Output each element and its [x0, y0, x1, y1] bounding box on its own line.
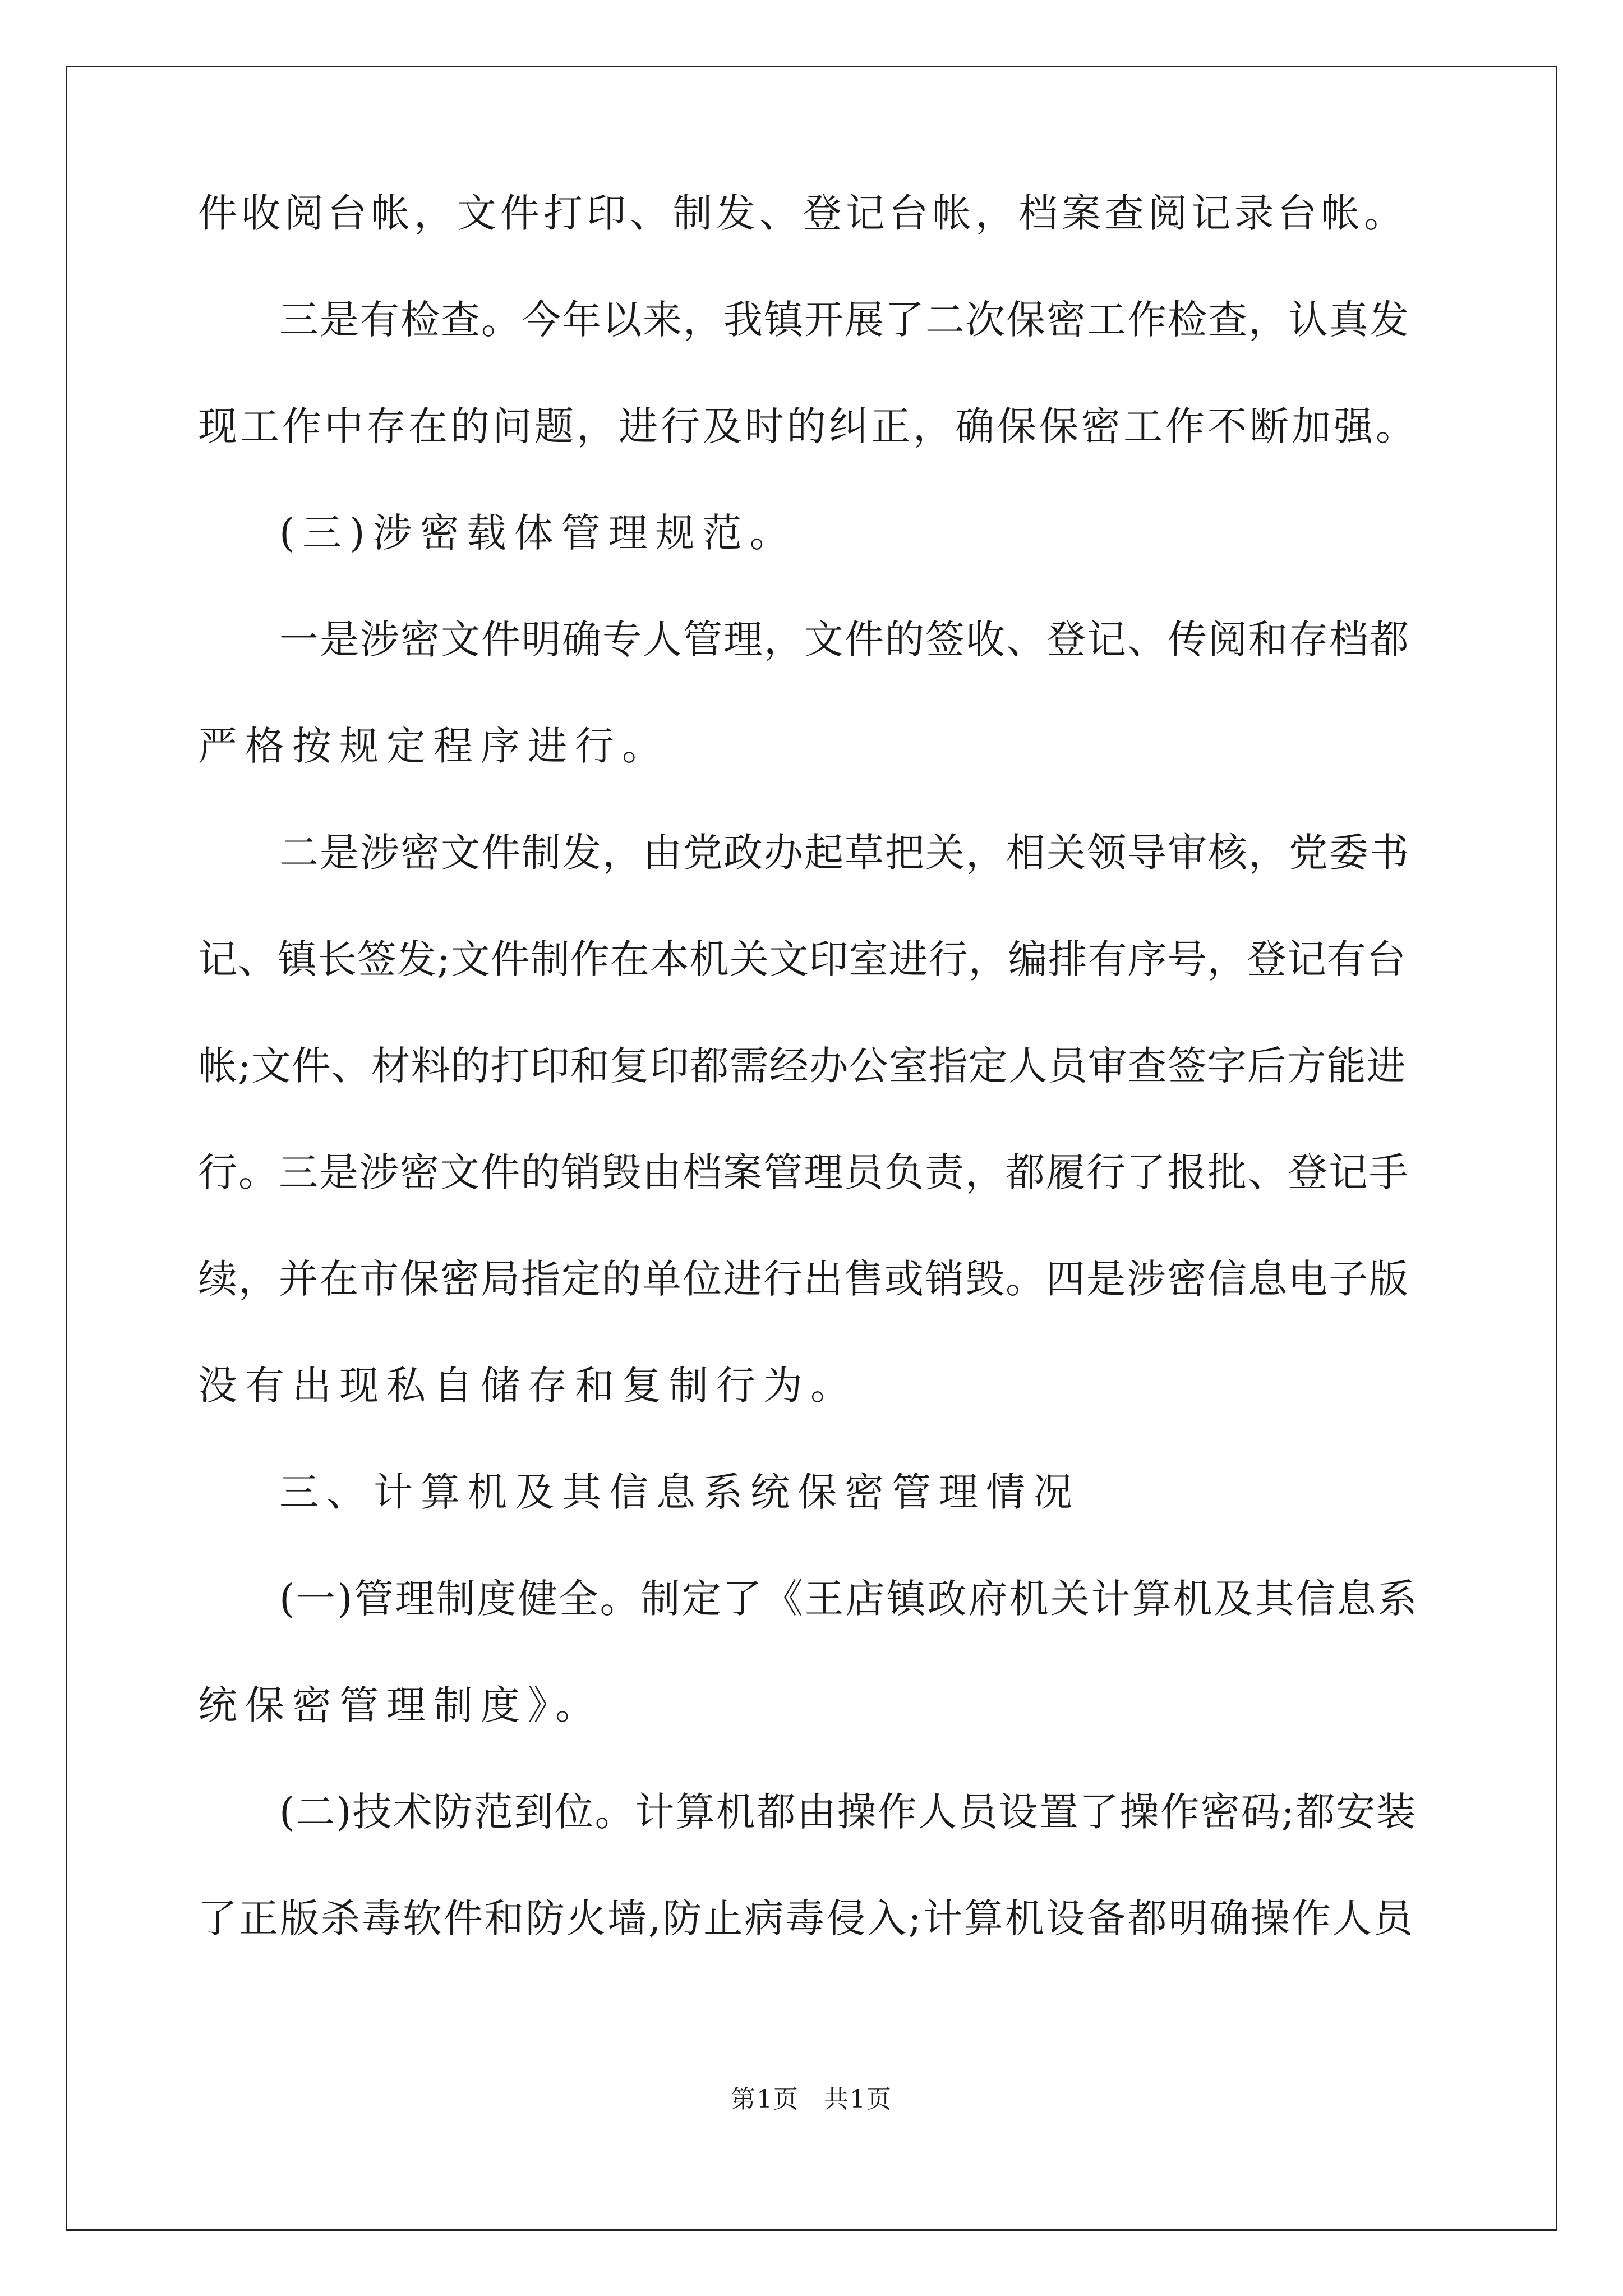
- page-number-total: 共1页: [824, 2085, 892, 2114]
- text-line: 帐;文件、材料的打印和复印都需经办公室指定人员审查签字后方能进: [198, 1043, 1407, 1089]
- text-line: 二是涉密文件制发，由党政办起草把关，相关领导审核，党委书: [279, 830, 1410, 876]
- text-line: 记、镇长签发;文件制作在本机关文印室进行，编排有序号，登记有台: [198, 936, 1407, 982]
- text-line: 严格按规定程序进行。: [198, 723, 669, 769]
- page-number-current: 第1页: [731, 2085, 799, 2114]
- page-footer: [0, 2083, 1623, 2116]
- text-line: 了正版杀毒软件和防火墙,防止病毒侵入;计算机设备都明确操作人员: [198, 1895, 1414, 1941]
- text-line: 没有出现私自储存和复制行为。: [198, 1363, 857, 1409]
- section-heading: 三、计算机及其信息系统保密管理情况: [279, 1469, 1080, 1515]
- text-line: (一)管理制度健全。制定了《王店镇政府机关计算机及其信息系: [279, 1576, 1419, 1622]
- text-line: (二)技术防范到位。计算机都由操作人员设置了操作密码;都安装: [279, 1789, 1417, 1835]
- text-line: 现工作中存在的问题，进行及时的纠正，确保保密工作不断加强。: [198, 403, 1418, 449]
- section-heading: (三)涉密载体管理规范。: [279, 510, 797, 556]
- text-line: 件收阅台帐，文件打印、制发、登记台帐，档案查阅记录台帐。: [198, 190, 1407, 236]
- text-line: 统保密管理制度》。: [198, 1682, 602, 1728]
- text-line: 一是涉密文件明确专人管理，文件的签收、登记、传阅和存档都: [279, 616, 1410, 662]
- text-line: 三是有检查。今年以来，我镇开展了二次保密工作检查，认真发: [279, 297, 1410, 343]
- text-line: 续，并在市保密局指定的单位进行出售或销毁。四是涉密信息电子版: [198, 1256, 1409, 1302]
- text-line: 行。三是涉密文件的销毁由档案管理员负责，都履行了报批、登记手: [198, 1149, 1409, 1195]
